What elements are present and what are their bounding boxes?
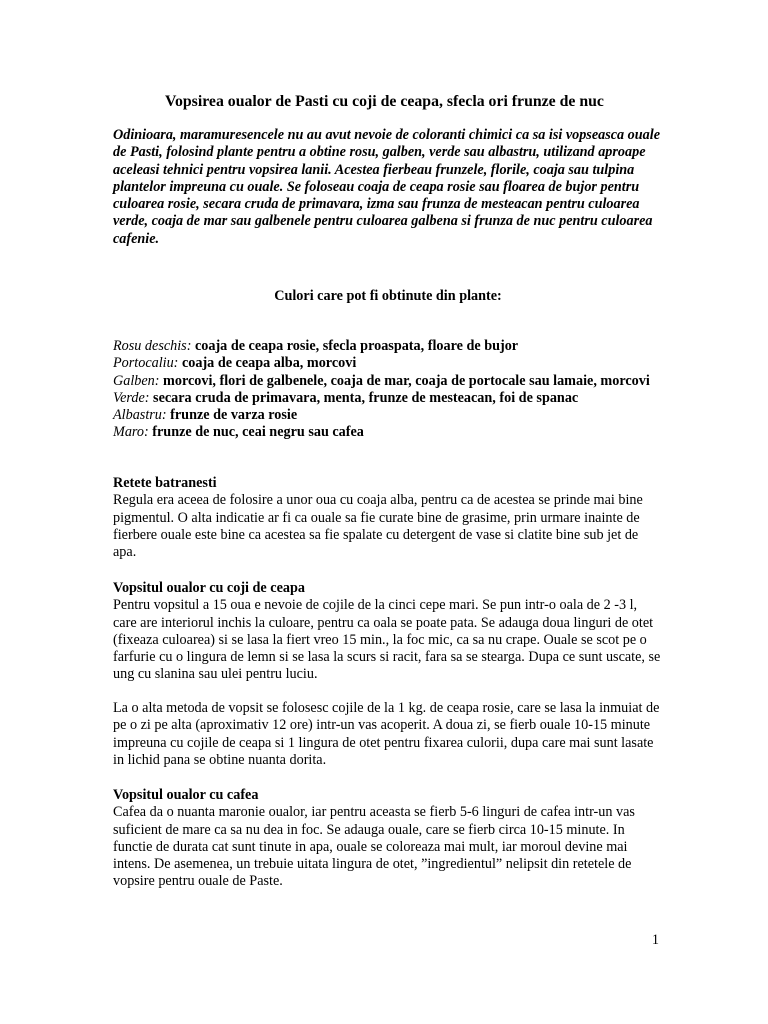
colors-heading: Culori care pot fi obtinute din plante: xyxy=(274,288,502,304)
document-title: Vopsirea oualor de Pasti cu coji de ceapa, sfecla ori frunze de nuc xyxy=(165,93,604,110)
color-name: Albastru: xyxy=(113,407,167,424)
color-sources: morcovi, flori de galbenele, coaja de mar, coaja de portocale sau lamaie, morcovi xyxy=(159,372,650,389)
intro-paragraph: Odinioara, maramuresencele nu au avut nevoie de coloranti chimici ca sa isi vopseasca ouale de Pasti, folosind plante pentru a obtine rosu, galben, verde sau albastru, utilizand aproape aceleasi tehnici pentru vopsirea lanii. Acestea fierbeau frunzele, florile, coaja sau tulpina plantelor impreuna cu ouale. Se foloseau coaja de ceapa rosie sau floarea de bujor pentru culoarea rosie, secara cruda de primavara, izma sau frunza de mesteacan pentru culoarea verde, coaja de mar sau galbenele pentru culoarea galbena si frunza de nuc pentru culoarea cafenie. xyxy=(113,127,660,247)
section-heading: Retete batranesti xyxy=(113,475,217,491)
section-text: Regula era aceea de folosire a unor oua cu coaja alba, pentru ca de acestea se prinde mai bine pigmentul. O alta indicatie ar fi ca ouale sa fie curate bine de grasime, prin urmare inainte de fierbere ouale este bine ca acestea sa fie spalate cu detergent de vase si clatite bine sub jet de apa. xyxy=(113,492,643,561)
section-heading: Vopsitul oualor cu cafea xyxy=(113,787,259,803)
color-name: Rosu deschis: xyxy=(113,338,192,354)
colors-list xyxy=(113,338,663,442)
color-sources: secara cruda de primavara, menta, frunze de mesteacan, foi de spanac xyxy=(149,389,579,406)
color-item xyxy=(113,390,663,407)
section-retete xyxy=(113,475,663,561)
page-number: 1 xyxy=(651,932,659,948)
section-alta-metoda xyxy=(113,700,663,769)
color-sources: coaja de ceapa alba, morcovi xyxy=(178,355,357,372)
color-item xyxy=(113,424,663,441)
color-item xyxy=(113,407,663,424)
color-sources: coaja de ceapa rosie, sfecla proaspata, floare de bujor xyxy=(191,338,519,354)
color-item xyxy=(113,373,663,390)
color-name: Maro: xyxy=(113,424,149,441)
section-coji-ceapa xyxy=(113,580,663,684)
section-text: Cafea da o nuanta maronie oualor, iar pentru aceasta se fierb 5-6 linguri de cafea intr-un vas suficient de mare ca sa nu dea in foc. Se adauga ouale, care se fierb circa 10-15 minute. In functie de durata cat sunt tinute in apa, ouale se coloreaza mai mult, iar moroul devine mai intens. De asemenea, un trebuie uitata lingura de otet, ”ingredientul” nelipsit din retetele de vopsire pentru ouale de Paste. xyxy=(113,804,635,890)
section-text: Pentru vopsitul a 15 oua e nevoie de cojile de la cinci cepe mari. Se pun intr-o oala de 2 -3 l, care are interiorul inchis la culoare, pentru ca oala se poate pata. Se adauga doua linguri de otet (fixeaza culoarea) si se lasa la fiert vreo 15 min., la foc mic, ca sa nu crape. Ouale se scot pe o farfurie cu o lingura de lemn si se lasa la scurs si racit, fara sa se stearga. Dupa ce sunt uscate, se ung cu slanina sau ulei pentru luciu. xyxy=(113,597,661,683)
color-sources: frunze de varza rosie xyxy=(166,407,298,424)
color-name: Verde: xyxy=(113,389,150,406)
section-cafea xyxy=(113,787,663,891)
color-name: Portocaliu: xyxy=(113,355,179,372)
section-text: La o alta metoda de vopsit se folosesc cojile de la 1 kg. de ceapa rosie, care se lasa la inmuiat de pe o zi pe alta (aproximativ 12 ore) intr-un vas acoperit. A doua zi, se fierb ouale 10-15 minute impreuna cu cojile de ceapa si 1 lingura de otet pentru fixarea culorii, dupa care mai sunt lasate in lichid pana se obtine nuanta dorita. xyxy=(113,700,660,768)
color-item xyxy=(113,338,663,355)
color-item xyxy=(113,355,663,372)
color-sources: frunze de nuc, ceai negru sau cafea xyxy=(148,424,364,441)
section-heading: Vopsitul oualor cu coji de ceapa xyxy=(113,580,305,596)
color-name: Galben: xyxy=(113,372,160,389)
